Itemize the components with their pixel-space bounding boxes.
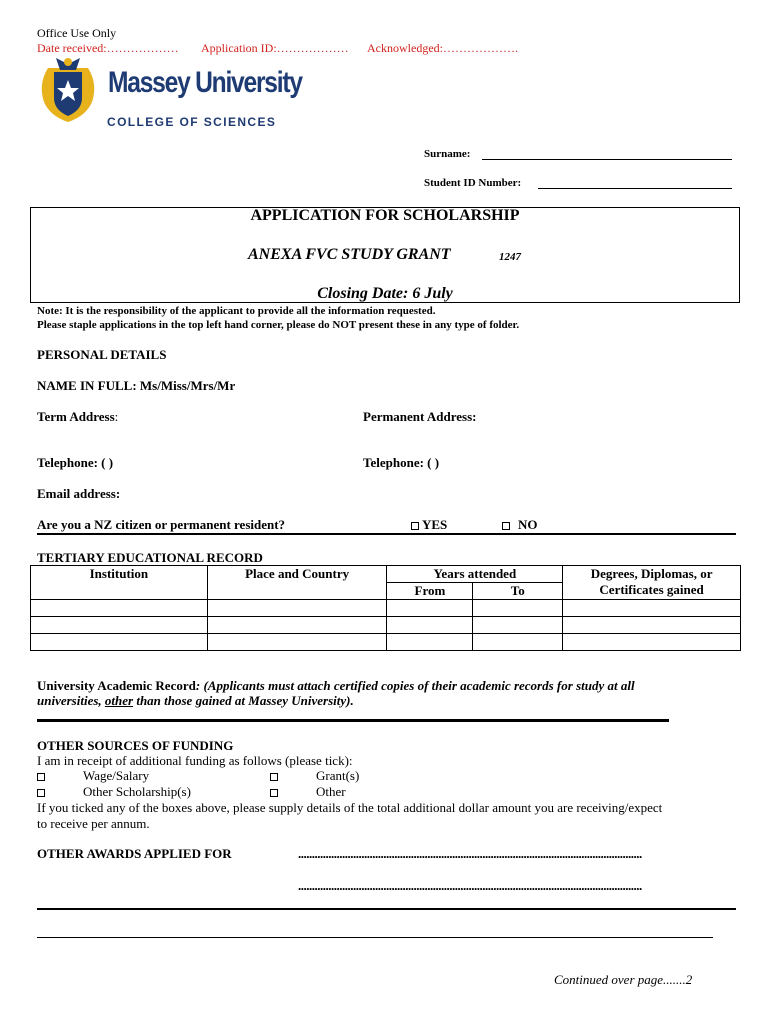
yes-checkbox[interactable] xyxy=(411,522,419,530)
name-in-full-label: NAME IN FULL: Ms/Miss/Mrs/Mr xyxy=(37,378,236,393)
other-label: Other xyxy=(316,784,346,799)
funding-detail-line-1: If you ticked any of the boxes above, please supply details of the total additional dollar amount you are receiving/expect xyxy=(37,800,663,815)
table-row[interactable] xyxy=(31,634,741,651)
divider xyxy=(37,533,736,535)
academic-record-label: University Academic Record xyxy=(37,678,196,693)
grants-label: Grant(s) xyxy=(316,768,360,783)
term-address-text: Term Address xyxy=(37,409,115,424)
note-line-1: Note: It is the responsibility of the applicant to provide all the information requested. xyxy=(37,305,436,317)
university-name: Massey University xyxy=(108,66,302,99)
application-id-field: Application ID:……………… xyxy=(201,41,349,55)
option-grants[interactable] xyxy=(270,768,360,784)
office-use-title: Office Use Only xyxy=(37,26,117,40)
col-degrees-line-1: Degrees, Diplomas, or xyxy=(590,566,713,581)
continued-over-page: Continued over page.......2 xyxy=(554,972,693,987)
col-degrees-line-2: Certificates gained xyxy=(599,582,704,597)
col-years-attended: Years attended xyxy=(387,566,563,583)
divider xyxy=(37,937,713,938)
no-label: NO xyxy=(518,517,538,532)
permanent-address-label: Permanent Address: xyxy=(363,409,477,424)
option-other-scholarships[interactable] xyxy=(37,784,191,800)
tertiary-heading: TERTIARY EDUCATIONAL RECORD xyxy=(37,550,263,565)
funding-intro: I am in receipt of additional funding as follows (please tick): xyxy=(37,753,353,768)
option-wage-salary[interactable] xyxy=(37,768,150,784)
col-place-country: Place and Country xyxy=(207,566,387,600)
telephone-term-label: Telephone: ( ) xyxy=(37,455,114,470)
other-awards-input-1[interactable]: ............................................................................................................................. xyxy=(298,846,642,861)
note-line-2: Please staple applications in the top left hand corner, please do NOT present these in any type of folder. xyxy=(37,319,520,331)
other-scholarships-checkbox[interactable] xyxy=(37,789,45,797)
telephone-permanent-label: Telephone: ( ) xyxy=(363,455,440,470)
acknowledged-field: Acknowledged:………………. xyxy=(367,41,518,55)
no-checkbox[interactable] xyxy=(502,522,510,530)
massey-crest-icon xyxy=(36,54,100,124)
personal-details-heading: PERSONAL DETAILS xyxy=(37,347,167,362)
divider xyxy=(37,719,669,722)
option-other[interactable] xyxy=(270,784,346,800)
citizen-question: Are you a NZ citizen or permanent resident? xyxy=(37,517,286,532)
surname-label: Surname: xyxy=(424,148,471,160)
other-awards-input-2[interactable]: ............................................................................................................................. xyxy=(298,878,642,893)
date-received-field: Date received:……………… xyxy=(37,41,179,55)
col-to: To xyxy=(473,583,563,600)
table-row[interactable] xyxy=(31,617,741,634)
term-address-label xyxy=(37,409,118,425)
academic-text-other: other xyxy=(104,693,134,708)
form-title: APPLICATION FOR SCHOLARSHIP xyxy=(250,207,520,224)
col-from: From xyxy=(387,583,473,600)
academic-text-b: universities, xyxy=(37,693,105,708)
academic-record-text xyxy=(37,678,737,708)
grant-name: ANEXA FVC STUDY GRANT xyxy=(248,246,451,263)
academic-text-a: : (Applicants must attach certified copies of their academic records for study at all xyxy=(195,678,635,693)
term-address-colon: : xyxy=(114,409,119,424)
funding-heading: OTHER SOURCES OF FUNDING xyxy=(37,738,234,753)
table-row[interactable] xyxy=(31,600,741,617)
other-scholarships-label: Other Scholarship(s) xyxy=(83,784,191,799)
surname-input[interactable] xyxy=(482,159,732,160)
college-name: COLLEGE OF SCIENCES xyxy=(107,115,277,129)
wage-salary-label: Wage/Salary xyxy=(83,768,150,783)
academic-text-c: than those gained at Massey University). xyxy=(133,693,354,708)
citizen-no-option[interactable] xyxy=(502,517,538,533)
funding-detail-line-2: to receive per annum. xyxy=(37,816,150,831)
wage-salary-checkbox[interactable] xyxy=(37,773,45,781)
citizen-yes-option[interactable] xyxy=(411,517,447,533)
col-institution: Institution xyxy=(31,566,208,600)
other-checkbox[interactable] xyxy=(270,789,278,797)
grant-code: 1247 xyxy=(499,251,521,263)
closing-date: Closing Date: 6 July xyxy=(317,285,453,302)
email-label: Email address: xyxy=(37,486,121,501)
student-id-input[interactable] xyxy=(538,188,732,189)
col-degrees xyxy=(563,566,741,600)
yes-label: YES xyxy=(422,517,448,532)
other-awards-heading: OTHER AWARDS APPLIED FOR xyxy=(37,846,232,861)
student-id-label: Student ID Number: xyxy=(424,177,522,189)
tertiary-record-table xyxy=(30,565,741,651)
grants-checkbox[interactable] xyxy=(270,773,278,781)
divider xyxy=(37,908,736,910)
